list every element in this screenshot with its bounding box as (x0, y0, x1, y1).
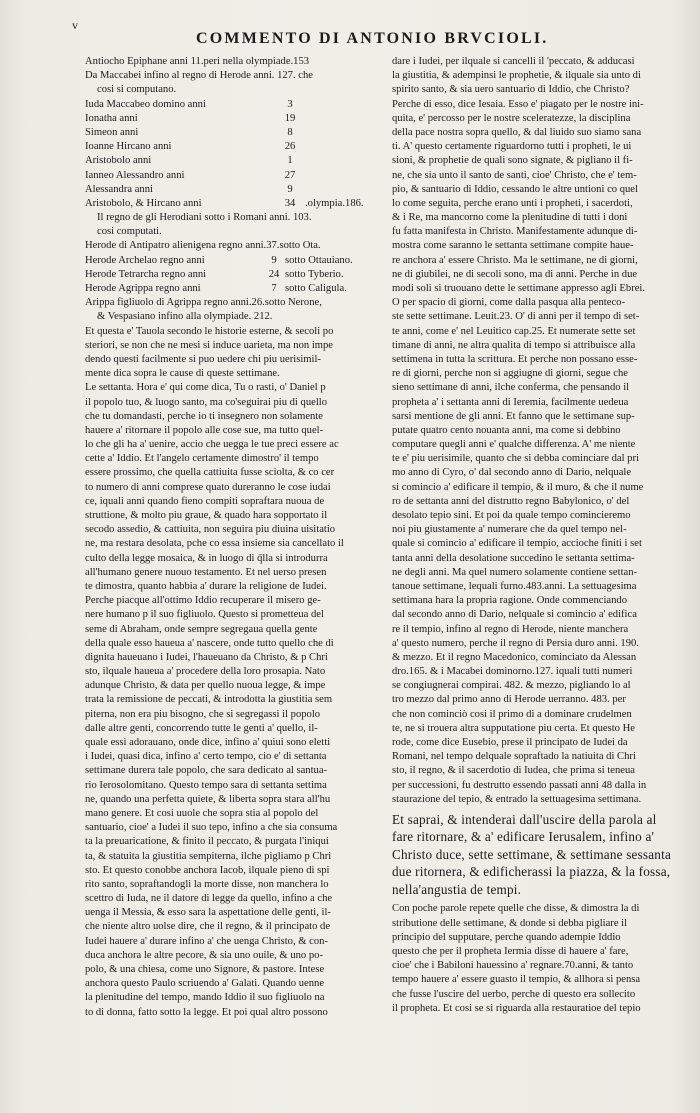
text-line: & i Re, ma mancorno come la plenitudine di tutti i doni (392, 212, 628, 224)
ruler-years: 24 (268, 268, 280, 280)
text-line: spirito santo, & sia uero santuario di Iddio, che Christo? (392, 84, 630, 96)
text-line: della pace nostra sopra quello, & dal liuido suo siamo sana (392, 126, 642, 138)
text-line: lo che gli ha a' uenire, accio che uegga le tue preci essere ac (85, 439, 339, 451)
ruler-note (305, 126, 385, 140)
left-commentary-text (85, 296, 385, 1020)
text-line: noi piu giustamente a' numerare che da quel tempo nel- (392, 524, 627, 536)
text-line: piterna, non era piu bisogno, che si segregassi il popolo (85, 708, 321, 720)
text-line: che fusse l'uscire del uerbo, perche di questo era sollecito (392, 988, 636, 1000)
text-line: questo che per il propheta Iermia disse di hauere a' fare, (392, 946, 629, 957)
text-line: ta, & statuita la giustitia sempiterna, ilche pigliamo p Chri (85, 850, 332, 862)
right-column (392, 55, 684, 1016)
text-line: to di donna, fatto sotto la legge. Et poi qual altro possono (85, 1006, 328, 1018)
text-line: ne degli anni. Ma quel numero solamente contiene settan- (392, 566, 638, 578)
ruler-name: Ianneo Alessandro anni (85, 169, 185, 181)
ruler-years (263, 239, 285, 253)
ruler-name: Herode Agrippa regno anni (85, 283, 201, 294)
text-line: mano genere. Et cosi uuole che sopra stia al popolo del (85, 807, 319, 819)
text-line: seme di Abraham, onde sempre segregaua quella gente (85, 623, 318, 635)
text-line: O per spacio di giorni, come dalla pasqua alla penteco- (392, 297, 625, 309)
text-line: sto, ilquale haueua a' procedere della loro prosapia. Nato (85, 666, 326, 678)
verse-line: due ritornera, & edificherassi la piazza, & la fossa, (392, 864, 671, 880)
ruler-years: 8 (287, 126, 293, 138)
text-line: rito santo, sopraftandogli la morte disse, non manchera lo (85, 878, 329, 890)
herodian-intro (85, 211, 385, 239)
text-line: ste sette settimane. Leuit.23. O' di anni per il tempo di set- (392, 311, 640, 323)
text-line: trata la remissione de peccati, & introdotta la giustitia sem (85, 694, 333, 706)
text-line: ne di giubilei, ne di secoli sono, ma di anni. Perche in due (392, 268, 638, 280)
ruler-years: 27 (284, 169, 296, 181)
text-line: polo, & una chiesa, come uno Signore, & pastore. Intese (85, 964, 325, 975)
verse-line: Christo duce, sette settimane, & settimane sessanta (392, 846, 672, 862)
text-line: che tu domandasti, perche io ti insegnero non solamente (85, 410, 323, 422)
ruler-note: sotto Caligula. (285, 283, 347, 294)
text-line: to numero di anni comprese quato dureranno le cose iudai (85, 481, 331, 493)
text-line: propheta a' i settanta anni di Ieremia, facilmente uedeua (392, 396, 629, 408)
text-line: sarsi mentione de gli anni. Et fanno que le settimane sup- (392, 410, 635, 422)
text-line: tro mezzo dal primo anno di Herode uerranno. 483. per (392, 694, 626, 706)
text-line: tanoue settimane, lequali furno.483.anni. La settuagesima (392, 580, 637, 592)
ruler-note (305, 98, 385, 112)
ruler-row (85, 140, 385, 154)
text-line: staurazione del tepio, & entrado la settuagesima settimana. (392, 793, 642, 805)
text-line: steriori, se non che ne mesi si induce uarieta, ma non impe (85, 339, 333, 351)
verse-line: nella'angustia de tempi. (392, 881, 522, 897)
text-line: ne, che sia unto il santo de santi, cioe' Christo, che e' tem- (392, 169, 637, 181)
left-column (85, 55, 385, 1020)
ruler-row (85, 98, 385, 112)
text-line: pio, & santuario di Iddio, cessando le altre untioni co quel (392, 183, 638, 195)
text-line: stributione delle settimane, & donde si debba pigliare il (392, 917, 628, 929)
text-line: per successioni, fu destrutto essendo passati anni 48 dalla in (392, 779, 647, 791)
text-line: anchora questo Paulo scriuendo a' Galati. Quando uenne (85, 978, 325, 990)
text-line: Et questa e' Tauola secondo le historie esterne, & secoli po (85, 325, 334, 337)
text-line: secodo assedio, & cattiuita, non seguira piu diuina uisitatio (85, 524, 336, 536)
scripture-verse (392, 811, 684, 899)
text-line: cette a' Iddio. Et l'angelo certamente dimostro' il tempo (85, 453, 319, 465)
ruler-name: Ionatha anni (85, 112, 138, 124)
text-line: te, ne si trouera altra supputatione piu certa. Et questo He (392, 722, 635, 734)
text-line: modi soli si truouano dette le settimane appresso agli Ebrei. (392, 283, 646, 294)
text-line: Da Maccabei infino al regno di Herode anni. 127. che (85, 70, 313, 82)
ruler-note (285, 239, 385, 253)
text-line: dignita haueuano i Iudei, l'haueuano da Christo, & p Chri (85, 651, 328, 663)
ruler-years: 19 (284, 112, 296, 124)
text-line: si comincio a' edificare il tempio, & il muro, & che il nume (392, 481, 644, 493)
text-line: ti. A' questo certamente riguardorno tutti i propheti, le ui (392, 141, 632, 153)
text-line: te e' piu uerisimile, quanto che si debba cominciare dal pri (392, 453, 639, 465)
text-line: cioe' che i Babiloni hauessino a' regnare.70.anni, & tanto (392, 960, 634, 972)
text-line: & mezzo. Et il regno Macedonico, cominciato da Alessan (392, 651, 637, 663)
text-line: fu fatta manifesta in Christo. Manifestamente adunque di- (392, 226, 638, 238)
text-line: Le settanta. Hora e' qui come dica, Tu o rasti, o' Daniel p (85, 382, 326, 394)
ruler-row (85, 268, 385, 282)
text-line: mente dica sopra le cause di queste settimane. (85, 368, 280, 380)
text-line: mostra come saranno le settanta settimane compite haue- (392, 240, 634, 252)
text-line: santuario, cioe' a Iudei il suo tepo, infino a che sia consuma (85, 822, 338, 834)
ruler-note (305, 140, 385, 154)
text-line: il propheta. Et cosi se si riguarda alla restauratioe del tepio (392, 1002, 641, 1014)
text-line: Romani, nel tempo delquale sopraftado la natiuita di Chri (392, 751, 636, 763)
text-line: rode, come dice Eusebio, prese il principato de Iudei da (392, 737, 628, 748)
ruler-note: sotto Tyberio. (285, 268, 344, 280)
text-line: ne, ma restara desolata, pche co essa insieme sia cancellato il (85, 538, 344, 550)
ruler-row (85, 154, 385, 168)
ruler-years: 9 (271, 254, 277, 266)
text-line: adunque Christo, & data per quello nuoua legge, & impe (85, 680, 326, 692)
ruler-note (305, 112, 385, 126)
text-line: dendo questi facilmente si puo uedere chi piu uerisimil- (85, 353, 321, 365)
text-line: ta la preuaricatione, & finito il peccato, & purgata l'iniqui (85, 836, 329, 848)
ruler-name: Herode Archelao regno anni (85, 254, 205, 266)
ruler-name: Herode di Antipatro alienigena regno anni.37.sotto Ota. (85, 240, 321, 252)
ruler-years: 34 (284, 197, 296, 209)
ruler-name: Aristobolo anni (85, 155, 152, 167)
text-line: te anni, come e' nel Leuitico cap.25. Et numerate sette set (392, 325, 636, 337)
text-line: nere humano p il suo figliuolo. Questo si prometteua del (85, 609, 324, 621)
text-line: Perche piacque all'ottimo Iddio recuperare il misero ge- (85, 595, 321, 607)
text-line: sto. Et questo conobbe anchora Iacob, ilquale pieno di spi (85, 864, 330, 876)
text-line: dalle altre genti, concorrendo tutte le genti a' quello, il- (85, 722, 318, 734)
ruler-name: Alessandra anni (85, 183, 153, 195)
corner-mark: v (72, 18, 78, 32)
ruler-row (85, 254, 385, 268)
ruler-row (85, 112, 385, 126)
text-line: rio Ierosolomitano. Questo tempo sara di settanta settima (85, 779, 327, 791)
ruler-row (85, 282, 385, 296)
verse-line: Et saprai, & intenderai dall'uscire della parola al (392, 811, 657, 827)
text-line: che non cominciò cosi il primo di a dominare crudelmen (392, 708, 632, 720)
text-line: timane di anni, ne altra qualita di tempo si attribuisce alla (392, 339, 636, 351)
text-line: tanta anni della desolatione succedino le settanta settima- (392, 552, 635, 564)
ruler-name: Iuda Maccabeo domino anni (85, 98, 206, 110)
text-line: la giustitia, & adempinsi le prophetie, & ilquale sia unto di (392, 70, 641, 82)
ruler-name: Simeon anni (85, 126, 139, 138)
text-line: settimane durera tale popolo, che sara dedicato al santua- (85, 765, 328, 777)
text-line: te dimostra, quanto habbia a' durare la religione de Iudei. (85, 580, 327, 592)
ruler-years: 1 (287, 155, 293, 167)
text-line: ro de settanta anni del distrutto regno Babylonico, o' del (392, 495, 630, 507)
ruler-row (85, 183, 385, 197)
text-line: dare i Iudei, per ilquale si cancelli il 'peccato, & adducasi (392, 56, 635, 67)
text-line: Con poche parole repete quelle che disse, & dimostra la di (392, 903, 640, 915)
text-line: Perche di esso, dice Iesaia. Esso e' piagato per le nostre ini- (392, 98, 644, 110)
ruler-years: 7 (271, 283, 277, 294)
text-line: a' questo numero, perche il regno di Persia duro anni. 190. (392, 637, 639, 649)
text-line: computare quegli anni e' qualche differenza. A' me niente (392, 439, 636, 451)
text-line: i Iudei, quasi dica, infino a' certo tempo, cio e' di settanta (85, 751, 327, 763)
ruler-note (305, 169, 385, 183)
text-line: della quale esso haueua a' nascere, onde tutto quello che di (85, 637, 334, 649)
text-line: Iudei hauere a' durare infino a' che uenga Christo, & con- (85, 935, 328, 947)
text-line: cosi computati. (97, 226, 162, 238)
text-line: mo anno di Cyro, o' dal secondo anno di Dario, nelquale (392, 467, 632, 479)
text-line: quale essi adorauano, onde dice, infino a' quiui sono eletti (85, 737, 331, 748)
ruler-note (305, 183, 385, 197)
running-head: COMMENTO DI ANTONIO BRVCIOLI. (196, 30, 549, 47)
text-line: essere prossimo, che quella cattiuita fusse sciolta, & co cer (85, 467, 335, 479)
text-line: il popolo tuo, & luogo santo, ma co'seguirai piu di quello (85, 396, 328, 408)
text-line: quita, e' percosso per le nostre sceleratezze, la disciplina (392, 112, 631, 124)
chronology-intro (85, 55, 385, 98)
text-line: sioni, & prophetie de quali sono signate, & pigliano il fi- (392, 155, 633, 167)
text-line: dal secondo anno di Dario, nelquale si comincio a' edifica (392, 609, 637, 621)
ruler-name: Herode Tetrarcha regno anni (85, 268, 207, 280)
text-line: hauere a' ritornare il popolo alle cose sue, ma tutto quel- (85, 424, 324, 436)
text-line: ne, quando una perfetta quiete, & liberta sopra stara all'hu (85, 793, 331, 805)
ruler-row (85, 197, 385, 211)
right-commentary-continued (392, 902, 684, 1016)
text-line: struttione, & molto piu graue, & quado hara sopportato il (85, 510, 328, 521)
text-line: sieno settimane di anni, ilche conferma, che pensando il (392, 382, 630, 394)
text-line: dro.165. & i Macabei dominorno.127. iquali tutti numeri (392, 666, 633, 678)
text-line: re di giorni, perche non si aggiugne di giorni, segue che (392, 368, 628, 380)
text-line: settimana hara la propria ragione. Onde commenciando (392, 595, 628, 607)
ruler-note: .olympia.186. (305, 197, 364, 209)
text-line: re il tempio, infino al regno di Herode, niente manchera (392, 623, 629, 635)
text-line: settimena in tutta la scrittura. Et perche non possano esse- (392, 353, 638, 365)
text-line: Antiocho Epiphane anni 11.peri nella olympiade.153 (85, 56, 310, 67)
ruler-name: Ioanne Hircano anni (85, 141, 172, 153)
ruler-name: Aristobolo, & Hircano anni (85, 197, 202, 209)
text-line: re anchora a' essere Christo. Ma le settimane, ne di giorni, (392, 254, 638, 266)
ruler-note (305, 154, 385, 168)
text-line: se congiugnerai compirai. 482. & mezzo, pigliando lo al (392, 680, 631, 692)
text-line: Arippa figliuolo di Agrippa regno anni.26.sotto Nerone, (85, 297, 322, 309)
text-line: duca anchora le altre pecore, & sia uno ouile, & uno po- (85, 949, 323, 961)
text-line: culto della legge mosaica, & in luogo di q̄lla si introdurra (85, 552, 328, 564)
ruler-row (85, 169, 385, 183)
text-line: putate quatro cento nouanta anni, ma come si debbino (392, 424, 621, 436)
text-line: all'humano genere nuouo testamento. Et nel uerso presen (85, 566, 327, 578)
ruler-years: 3 (287, 98, 293, 110)
herodian-rulers-table (85, 239, 385, 296)
verse-line: fare ritornare, & a' edificare Ierusalem, infino a' (392, 829, 655, 845)
right-commentary-text (392, 55, 684, 807)
text-line: cosi si computano. (97, 84, 177, 96)
text-line: che niente altro uolse dire, che il regno, & il principato de (85, 921, 331, 933)
text-line: scettro di Iuda, ne il datore di legge da quello, infino a che (85, 893, 333, 905)
text-line: lo come seguita, perche erano unti i propheti, i sacerdoti, (392, 197, 633, 209)
ruler-row (85, 239, 385, 253)
text-line: la plenitudine del tempo, mando Iddio il suo figliuolo na (85, 992, 325, 1004)
text-line: tempo hauere a' essere guasto il tempio, & allhora si pensa (392, 974, 641, 986)
text-line: desolato tepio sini. Et poi da quale tempo comincieremo (392, 510, 631, 521)
text-line: uenga il Messia, & esso sara la aspettatione delle genti, il- (85, 907, 331, 919)
text-line: & Vespasiano infino alla olympiade. 212. (97, 311, 273, 323)
text-line: principio del supputare, perche quando adempie Iddio (392, 931, 621, 943)
text-line: quale si comincio a' edificare il tempio, accioche finiti i set (392, 538, 642, 550)
text-line: Il regno de gli Herodiani sotto i Romani anni. 103. (97, 212, 312, 224)
ruler-years: 9 (287, 183, 293, 195)
ruler-years: 26 (284, 141, 296, 153)
ruler-note: sotto Ottauiano. (285, 254, 353, 266)
maccabee-rulers-table (85, 98, 385, 212)
ruler-row (85, 126, 385, 140)
text-line: sto, il regno, & il sacerdotio di Iudea, che prima si teneua (392, 765, 635, 777)
text-line: ce, iquali anni quando fieno compiti sopraftara nuoua de (85, 495, 325, 507)
